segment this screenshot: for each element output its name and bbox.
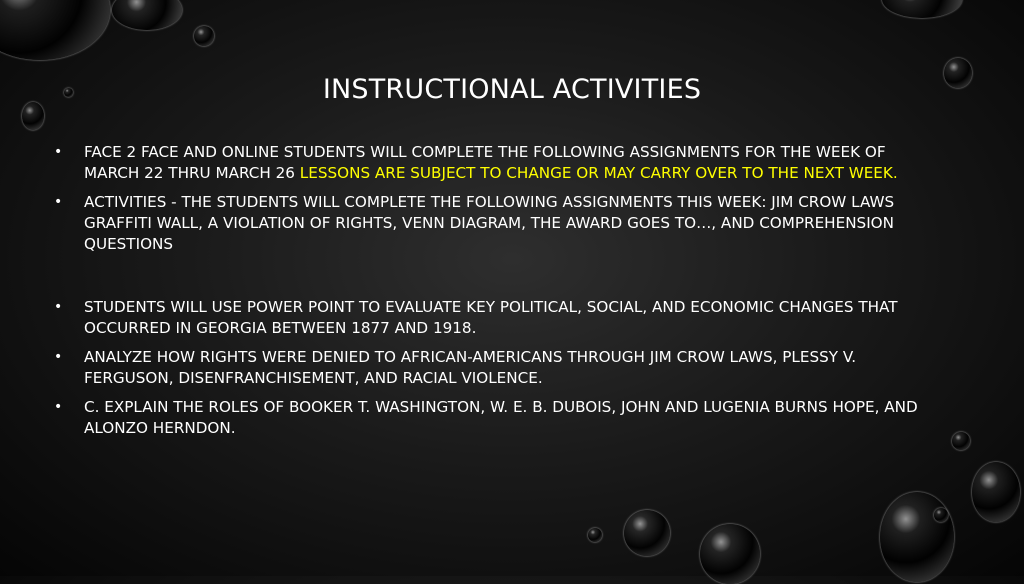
bullet-dot: •: [54, 399, 63, 415]
bullet-text: ACTIVITIES - THE STUDENTS WILL COMPLETE THE FOLLOWING ASSIGNMENTS THIS WEEK: JIM CROW LAWS GRAFFITI WALL, A VIOLATION OF RIGHTS, VENN DIAGRAM, THE AWARD GOES TO…, AND COMPREHENSION QUESTIONS: [84, 193, 895, 253]
bubble-decoration: [934, 508, 948, 522]
bubble-decoration: [882, 0, 962, 18]
bullet-item: [54, 192, 934, 255]
bubble-decoration: [624, 510, 670, 556]
bubble-decoration: [700, 524, 760, 584]
bullet-dot: •: [54, 194, 63, 210]
bullet-item: [54, 142, 934, 184]
bullet-text: C. EXPLAIN THE ROLES OF BOOKER T. WASHINGTON, W. E. B. DUBOIS, JOHN AND LUGENIA BURNS HOPE, AND ALONZO HERNDON.: [84, 398, 918, 437]
slide-title: INSTRUCTIONAL ACTIVITIES: [322, 74, 702, 105]
bubble-decoration: [0, 0, 110, 60]
bubble-decoration: [952, 432, 970, 450]
bullet-item: [54, 347, 934, 389]
bullet-dot: •: [54, 349, 63, 365]
bubble-decoration: [880, 492, 954, 582]
bullet-text: ANALYZE HOW RIGHTS WERE DENIED TO AFRICAN-AMERICANS THROUGH JIM CROW LAWS, PLESSY V. FERGUSON, DISENFRANCHISEMENT, AND RACIAL VIOLENCE.: [84, 348, 857, 387]
bullet-item: [54, 297, 934, 339]
bullet-dot: •: [54, 144, 63, 160]
bullet-highlight-text: LESSONS ARE SUBJECT TO CHANGE OR MAY CARRY OVER TO THE NEXT WEEK.: [299, 164, 898, 182]
bullet-dot: •: [54, 299, 63, 315]
bullet-list: [54, 142, 934, 447]
bubble-decoration: [22, 102, 44, 130]
bullet-item: [54, 397, 934, 439]
bubble-decoration: [112, 0, 182, 30]
bubble-decoration: [972, 462, 1020, 522]
bubble-decoration: [588, 528, 602, 542]
bullet-text: STUDENTS WILL USE POWER POINT TO EVALUATE KEY POLITICAL, SOCIAL, AND ECONOMIC CHANGES THAT OCCURRED IN GEORGIA BETWEEN 1877 AND 1918.: [84, 298, 898, 337]
bullet-text: FACE 2 FACE AND ONLINE STUDENTS WILL COMPLETE THE FOLLOWING ASSIGNMENTS FOR THE WEEK OF MARCH 22 THRU MARCH 26: [84, 143, 886, 182]
bubble-decoration: [194, 26, 214, 46]
